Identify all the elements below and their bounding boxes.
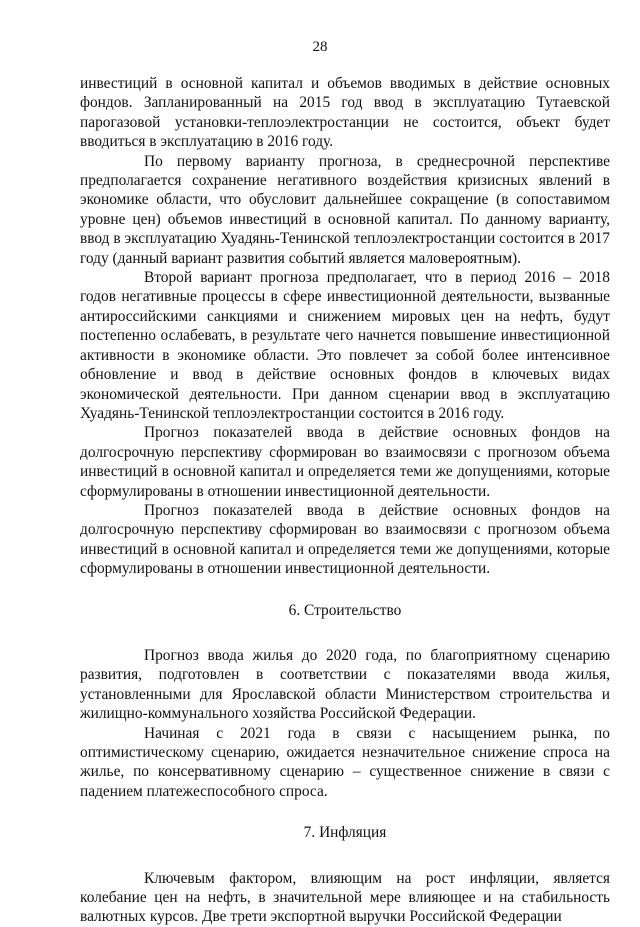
paragraph: Второй вариант прогноза предполагает, что в период 2016 – 2018 годов негативные процессы в сфере инвестиционной деятельности, вызванные антироссийскими санкциями и снижением мировых цен на нефть, будут постепенно ослабевать, в результате чего начнется повышение инвестиционной активности в экономике области. Это повлечет за собой более интенсивное обновление и ввод в действие основных фондов в ключевых видах экономической деятельности. При данном сценарии ввод в эксплуатацию Хуадянь-Тенинской теплоэлектростанции состоится в 2016 году. bbox=[80, 269, 610, 422]
section-heading-inflation: 7. Инфляция bbox=[303, 824, 387, 842]
document-body bbox=[80, 74, 610, 927]
paragraph: Прогноз ввода жилья до 2020 года, по благоприятному сценарию развития, подготовлен в соответствии с показателями ввода жилья, установленными для Ярославской области Министерством строительства и жилищно-коммунального хозяйства Российской Федерации. bbox=[80, 646, 610, 723]
paragraph: Ключевым фактором, влияющим на рост инфляции, является колебание цен на нефть, в значительной мере влияющее и на стабильность валютных курсов. Две трети экспортной выручки Российской Федерации bbox=[80, 869, 610, 926]
paragraph: Начиная с 2021 года в связи с насыщением рынка, по оптимистическому сценарию, ожидается незначительное снижение спроса на жилье, по консервативному сценарию – существенное снижение в связи с падением платежеспособного спроса. bbox=[80, 724, 610, 800]
paragraph: Прогноз показателей ввода в действие основных фондов на долгосрочную перспективу сформирован во взаимосвязи с прогнозом объема инвестиций в основной капитал и определяется теми же допущениями, которые сформулированы в отношении инвестиционной деятельности. bbox=[80, 424, 610, 500]
page-number: 28 bbox=[312, 39, 328, 55]
paragraph: По первому варианту прогноза, в среднесрочной перспективе предполагается сохранение негативного воздействия кризисных явлений в экономике области, что обусловит дальнейшее сокращение (в сопоставимом уровне цен) объемов инвестиций в основной капитал. По данному варианту, ввод в эксплуатацию Хуадянь-Тенинской теплоэлектростанции состоится в 2017 году (данный вариант развития событий является маловероятным). bbox=[80, 152, 610, 267]
paragraph: инвестиций в основной капитал и объемов вводимых в действие основных фондов. Запланированный на 2015 год ввод в эксплуатацию Тутаевской парогазовой установки-теплоэлектростанции не состоится, объект будет вводиться в эксплуатацию в 2016 году. bbox=[80, 75, 610, 151]
paragraph: Прогноз показателей ввода в действие основных фондов на долгосрочную перспективу сформирован во взаимосвязи с прогнозом объема инвестиций в основной капитал и определяется теми же допущениями, которые сформулированы в отношении инвестиционной деятельности. bbox=[80, 501, 610, 578]
section-heading-construction: 6. Строительство bbox=[288, 601, 402, 619]
